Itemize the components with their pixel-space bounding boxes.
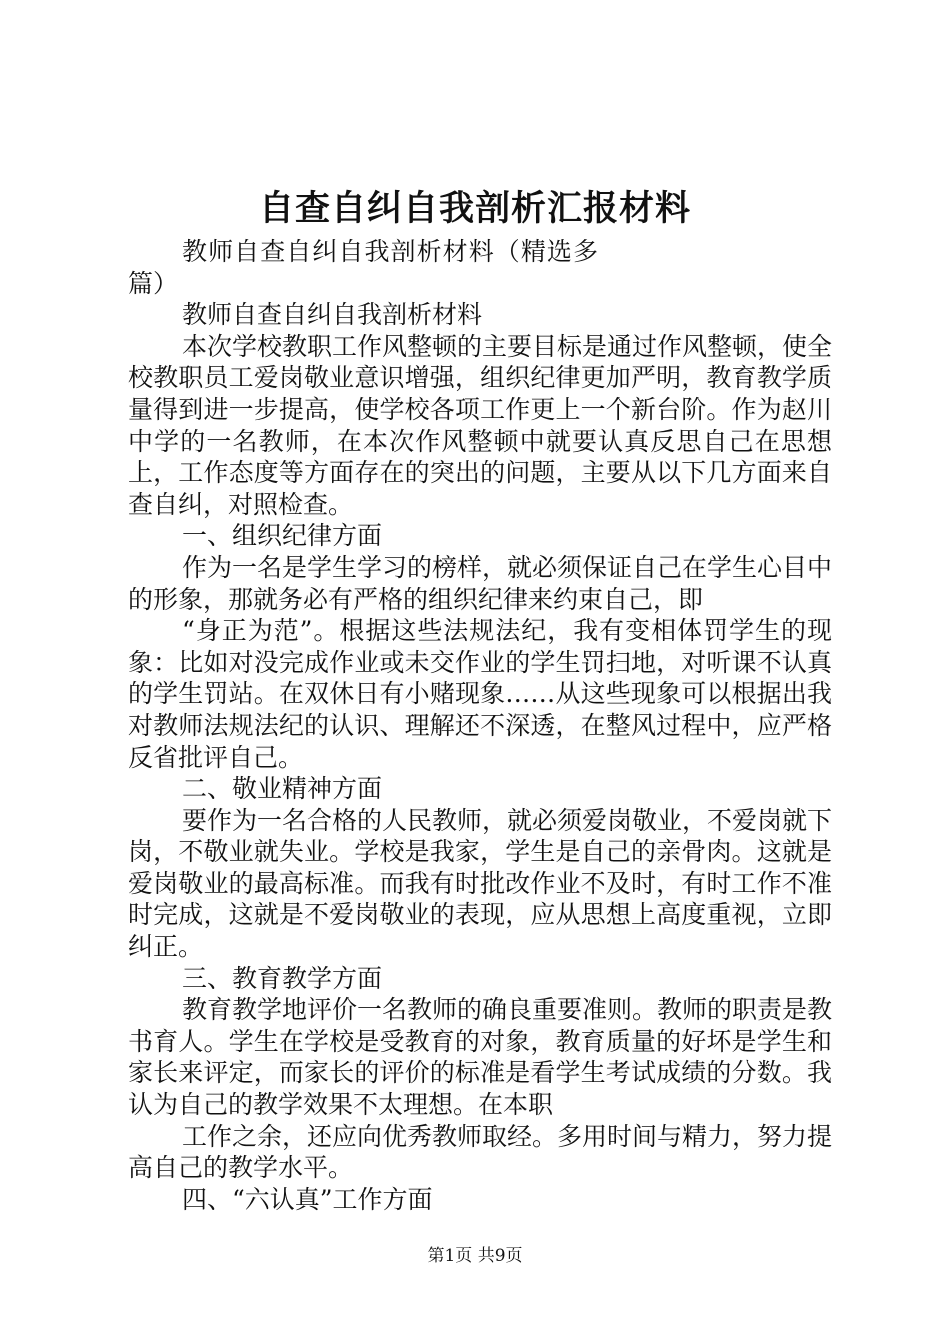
paragraph-teaching-2: 工作之余，还应向优秀教师取经。多用时间与精力，努力提高自己的教学水平。: [128, 1121, 833, 1183]
paragraph-intro: 本次学校教职工作风整顿的主要目标是通过作风整顿，使全校教职员工爱岗敬业意识增强，组织纪律更加严明，教育教学质量得到进一步提高，使学校各项工作更上一个新台阶。作为赵川中学的一名教师，在本次作风整顿中就要认真反思自己在思想上，工作态度等方面存在的突出的问题，主要从以下几方面来自查自纠，对照检查。: [128, 331, 833, 519]
section-heading-discipline: 一、组织纪律方面: [182, 521, 383, 551]
paragraph-discipline-1: 作为一名是学生学习的榜样，就必须保证自己在学生心目中的形象，那就务必有严格的组织纪律来约束自己，即: [128, 552, 833, 614]
section-heading-six-earnest: 四、“六认真”工作方面: [182, 1184, 433, 1214]
paragraph-discipline-2: “身正为范”。根据这些法规法纪，我有变相体罚学生的现象：比如对没完成作业或未交作业的学生罚扫地，对听课不认真的学生罚站。在双休日有小赌现象……从这些现象可以根据出我对教师法规法纪的认识、理解还不深透，在整风过程中，应严格反省批评自己。: [128, 616, 832, 772]
paragraph-dedication: 要作为一名合格的人民教师，就必须爱岗敬业，不爱岗就下岗，不敬业就失业。学校是我家，学生是自己的亲骨肉。这就是爱岗敬业的最高标准。而我有时批改作业不及时，有时工作不准时完成，这就是不爱岗敬业的表现，应从思想上高度重视，立即纠正。: [128, 805, 833, 962]
paragraph-teaching-1: 教育教学地评价一名教师的确良重要准则。教师的职责是教书育人。学生在学校是受教育的对象，教育质量的好坏是学生和家长来评定，而家长的评价的标准是看学生考试成绩的分数。我认为自己的教学效果不太理想。在本职: [128, 995, 833, 1120]
section-heading-dedication: 二、敬业精神方面: [182, 774, 383, 804]
page-footer: 第1页 共9页: [427, 1246, 523, 1266]
document-body: [128, 236, 832, 1215]
paragraph-heading-main: 教师自查自纠自我剖析材料: [182, 300, 483, 330]
section-heading-teaching: 三、教育教学方面: [182, 963, 383, 993]
document-title: 自查自纠自我剖析汇报材料: [258, 188, 691, 229]
paragraph-subtitle: 教师自查自纠自我剖析材料（精选多篇）: [128, 237, 598, 298]
